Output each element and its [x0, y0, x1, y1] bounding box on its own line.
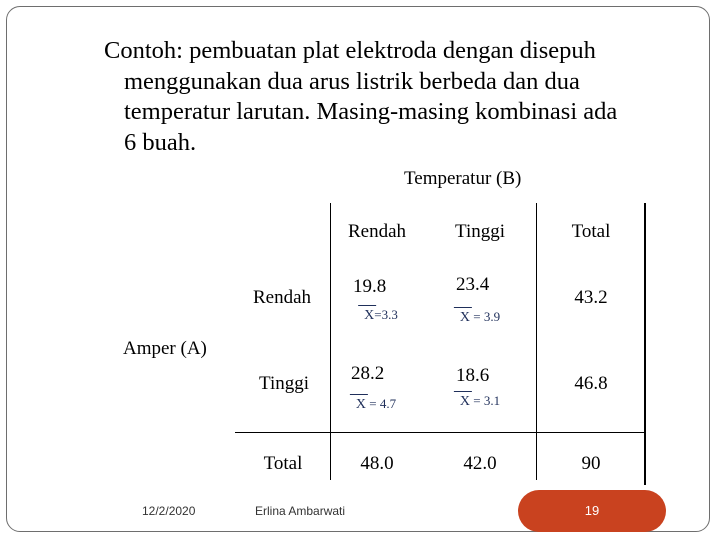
table-right-border	[644, 203, 646, 485]
total-column-separator	[536, 203, 537, 480]
header-tinggi: Tinggi	[455, 221, 505, 242]
footer-date: 12/2/2020	[142, 504, 196, 518]
mean-value: = 3.9	[470, 309, 501, 324]
total-row-label: Total	[263, 453, 303, 474]
cell-value: 19.8	[353, 276, 387, 297]
row-total: 43.2	[574, 287, 608, 308]
cell-mean	[460, 393, 500, 410]
cell-value: 18.6	[456, 365, 490, 386]
grand-total: 90	[581, 453, 601, 474]
total-rendah: 48.0	[360, 453, 394, 474]
row-label-rendah: Rendah	[252, 287, 312, 308]
label-column-separator	[330, 203, 331, 480]
mean-value: =3.3	[374, 307, 398, 322]
page-number-badge: 19	[518, 490, 666, 532]
cell-mean	[460, 309, 500, 326]
cell-value: 28.2	[351, 363, 385, 384]
intro-paragraph	[104, 36, 704, 158]
mean-symbol: X	[459, 310, 471, 325]
row-factor-label: Amper (A)	[123, 338, 207, 359]
row-label-tinggi: Tinggi	[259, 373, 309, 394]
cell-mean	[356, 396, 396, 413]
column-factor-label: Temperatur (B)	[404, 168, 522, 189]
mean-value: = 4.7	[366, 396, 397, 411]
cell-value: 23.4	[456, 274, 490, 295]
paragraph-line: menggunakan dua arus listrik berbeda dan dua	[124, 67, 580, 95]
paragraph-line: Contoh: pembuatan plat elektroda dengan disepuh	[104, 37, 596, 64]
row-total: 46.8	[574, 373, 608, 394]
header-total: Total	[571, 221, 611, 242]
mean-symbol: X	[355, 397, 367, 412]
cell-mean	[364, 307, 398, 324]
paragraph-line: 6 buah.	[124, 128, 197, 156]
mean-symbol: X	[364, 308, 375, 323]
total-tinggi: 42.0	[463, 453, 497, 474]
footer-author: Erlina Ambarwati	[255, 504, 346, 518]
mean-symbol: X	[459, 394, 471, 409]
paragraph-line: temperatur larutan. Masing-masing kombinasi ada	[124, 98, 618, 125]
mean-value: = 3.1	[470, 393, 501, 408]
total-row-separator	[235, 432, 645, 433]
header-rendah: Rendah	[347, 221, 407, 242]
